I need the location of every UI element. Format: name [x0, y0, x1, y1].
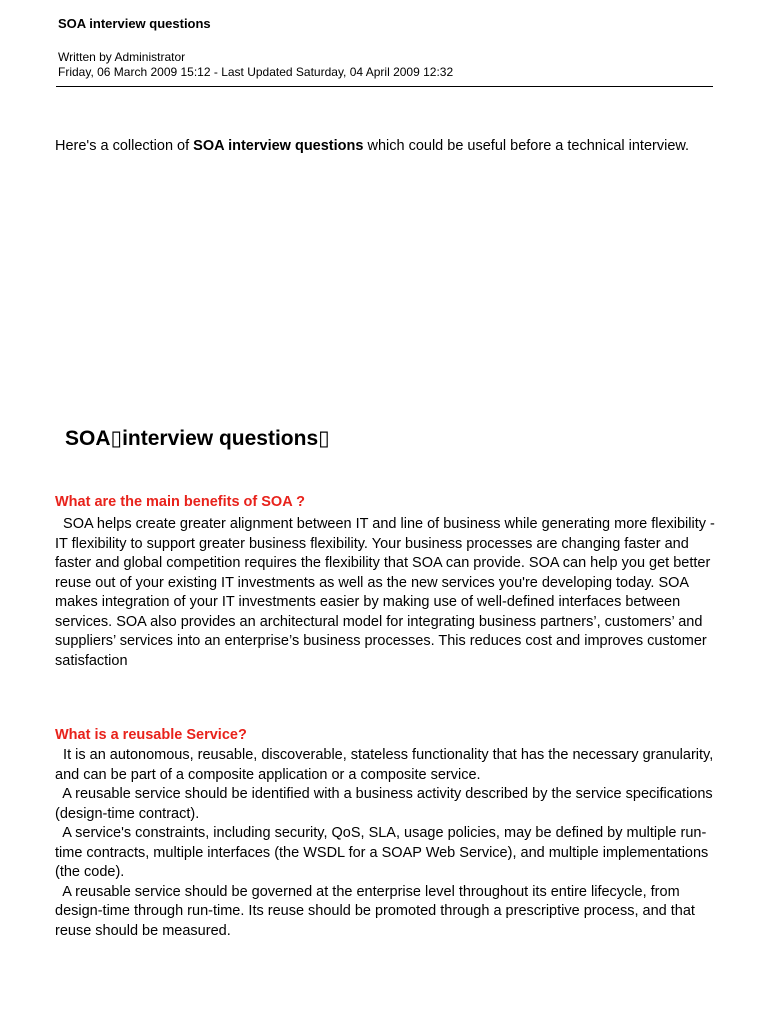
- date-line: Friday, 06 March 2009 15:12 - Last Updated Saturday, 04 April 2009 12:32: [58, 65, 454, 79]
- question-heading: What is a reusable Service?: [55, 727, 247, 743]
- answer-paragraph: A reusable service should be identified with a business activity described by the service specifications (design-time contract).: [55, 786, 713, 822]
- page-header-title: SOA interview questions: [58, 16, 211, 31]
- answer-paragraph: A reusable service should be governed at the enterprise level throughout its entire lifecycle, from design-time through run-time. Its reuse should be promoted through a prescriptive process, and that reuse should be measured.: [55, 883, 695, 939]
- answer-paragraph: It is an autonomous, reusable, discoverable, stateless functionality that has the necessary granularity, and can be part of a composite application or a composite service.: [55, 747, 714, 783]
- missing-glyph-icon: ▯: [318, 426, 330, 450]
- answer-block: [55, 746, 725, 941]
- intro-text-before: Here's a collection of: [55, 138, 194, 154]
- intro-text-bold: SOA interview questions: [193, 138, 364, 154]
- section-title-part1: SOA: [65, 427, 111, 450]
- section-title-part2: interview questions: [122, 427, 319, 450]
- question-heading: What are the main benefits of SOA ?: [55, 494, 306, 510]
- author-line: Written by Administrator: [58, 50, 186, 64]
- missing-glyph-icon: ▯: [110, 426, 123, 450]
- answer-block: [55, 515, 725, 671]
- answer-paragraph: A service's constraints, including security, QoS, SLA, usage policies, may be defined by multiple run-time contracts, multiple interfaces (the WSDL for a SOAP Web Service), and multiple implementations (the code).: [55, 825, 709, 880]
- intro-paragraph: [55, 136, 715, 157]
- intro-text-after: which could be useful before a technical interview.: [363, 138, 690, 154]
- article-meta: [58, 50, 453, 80]
- header-divider: [56, 86, 713, 87]
- section-title: [65, 426, 330, 451]
- answer-paragraph: SOA helps create greater alignment between IT and line of business while generating more flexibility - IT flexibility to support greater business flexibility. Your business processes are changing faster and faster and global competition requires the flexibility that SOA can provide. SOA can help you get better reuse out of your existing IT investments as well as the new services you're developing today. SOA makes integration of your IT investments easier by making use of well-defined interfaces between services. SOA also provides an architectural model for integrating business partners’, customers’ and suppliers’ services into an enterprise’s business processes. This reduces cost and improves customer satisfaction: [55, 516, 715, 669]
